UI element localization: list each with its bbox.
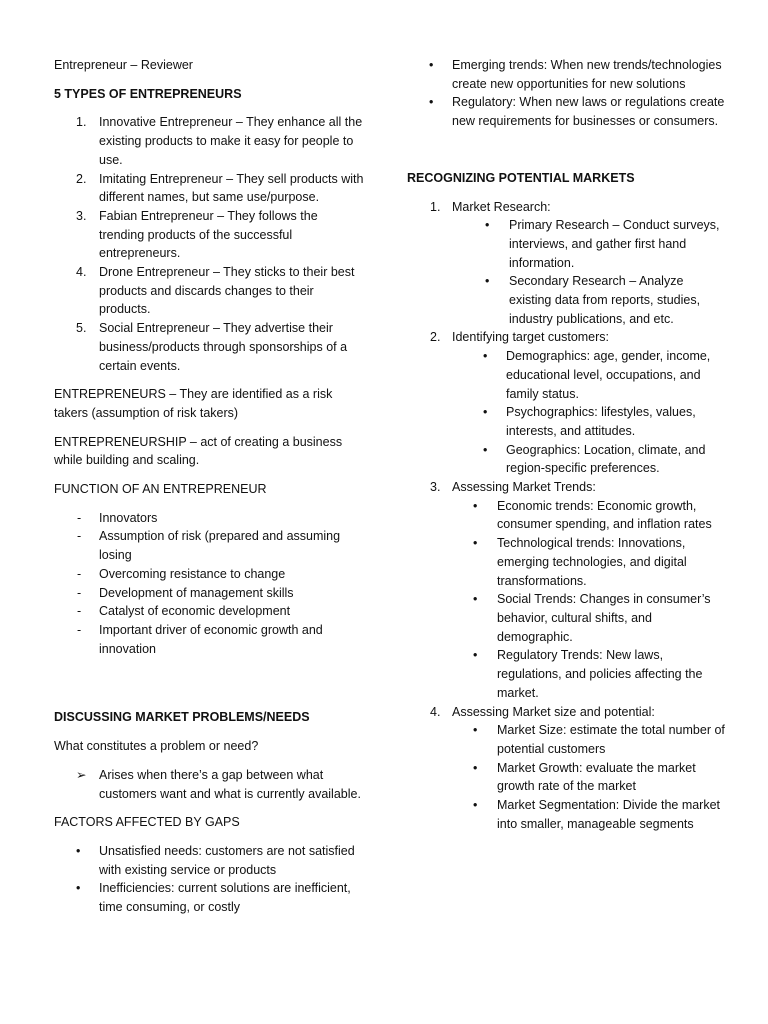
bullet-marker: • [473, 592, 478, 607]
list-item [54, 584, 366, 603]
sub-list-item [407, 590, 727, 646]
bullet-marker: • [473, 798, 478, 813]
factors-heading: FACTORS AFFECTED BY GAPS [54, 815, 240, 830]
arrow-bullet-icon: ➢ [76, 767, 87, 782]
list-item-text: Secondary Research – Analyze existing data from reports, studies, industry publications, and etc. [509, 274, 701, 326]
sub-list-item [407, 441, 727, 478]
list-item-text: Social Trends: Changes in consumer’s behavior, cultural shifts, and demographic. [497, 592, 711, 644]
list-number: 1. [430, 199, 441, 214]
list-item-text: Technological trends: Innovations, emerging technologies, and digital transformations. [497, 536, 687, 588]
sub-list-item [407, 759, 727, 796]
arrow-list [54, 766, 366, 803]
right-column [407, 56, 727, 833]
list-item-text: Identifying target customers: [452, 330, 610, 345]
list-item [407, 93, 727, 130]
sub-list-item [407, 216, 727, 272]
list-item-text: Emerging trends: When new trends/technologies create new opportunities for new solutions [452, 58, 722, 91]
list-item [54, 113, 366, 169]
left-column [54, 56, 366, 927]
list-item-text: Primary Research – Conduct surveys, interviews, and gather first hand information. [509, 218, 720, 270]
list-item [54, 602, 366, 621]
list-item [54, 879, 366, 916]
dash-marker: - [77, 510, 82, 525]
list-item-text: Assumption of risk (prepared and assuming losing [99, 529, 341, 563]
list-item [407, 328, 727, 347]
list-item [54, 319, 366, 375]
bullet-marker: • [483, 349, 488, 364]
types-list [54, 113, 366, 375]
list-item [54, 621, 366, 658]
sub-list-item [407, 347, 727, 403]
list-item-text: Development of management skills [99, 585, 294, 600]
bullet-marker: • [429, 95, 434, 110]
list-item [54, 842, 366, 879]
sub-list-item [407, 796, 727, 833]
bullet-marker: • [473, 536, 478, 551]
list-item-text: Assessing Market size and potential: [452, 704, 655, 719]
factors-list [54, 842, 366, 917]
list-item-text: Demographics: age, gender, income, educational level, occupations, and family status. [506, 349, 711, 401]
list-item-text: Drone Entrepreneur – They sticks to their best products and discards changes to their products. [99, 265, 355, 317]
list-number: 3. [430, 480, 441, 495]
list-item-text: Inefficiencies: current solutions are inefficient, time consuming, or costly [99, 881, 351, 915]
list-number: 4. [76, 265, 87, 280]
list-item-text: Regulatory: When new laws or regulations create new requirements for businesses or consumers. [452, 95, 725, 129]
sub-list-item [407, 497, 727, 534]
list-number: 5. [76, 321, 87, 336]
entrepreneurship-definition: ENTREPRENEURSHIP – act of creating a business while building and scaling. [54, 434, 343, 468]
bullet-marker: • [473, 648, 478, 663]
list-item-text: Important driver of economic growth and innovation [99, 622, 323, 656]
list-item [54, 527, 366, 564]
dash-marker: - [77, 604, 82, 619]
sub-list-item [407, 272, 727, 328]
sub-list-item [407, 403, 727, 440]
bullet-marker: • [483, 442, 488, 457]
function-heading: FUNCTION OF AN ENTREPRENEUR [54, 482, 267, 497]
list-number: 3. [76, 208, 87, 223]
bullet-marker: • [76, 843, 81, 858]
factors-list-continued [407, 56, 727, 131]
bullet-marker: • [473, 723, 478, 738]
markets-list [407, 198, 727, 834]
list-item [54, 263, 366, 319]
list-number: 2. [76, 171, 87, 186]
list-number: 4. [430, 704, 441, 719]
list-item-text: Arises when there’s a gap between what customers want and what is currently available. [99, 767, 361, 801]
list-number: 2. [430, 330, 441, 345]
list-number: 1. [76, 115, 87, 130]
list-item-text: Economic trends: Economic growth, consumer spending, and inflation rates [497, 498, 712, 532]
list-item [54, 565, 366, 584]
list-item-text: Overcoming resistance to change [99, 566, 286, 581]
dash-marker: - [77, 622, 82, 637]
list-item-text: Innovative Entrepreneur – They enhance all the existing products to make it easy for people to use. [99, 115, 363, 167]
document-title: Entrepreneur – Reviewer [54, 58, 193, 72]
list-item-text: Social Entrepreneur – They advertise their business/products through sponsorships of a certain events. [99, 321, 348, 373]
bullet-marker: • [429, 58, 434, 72]
list-item [54, 170, 366, 207]
question-text: What constitutes a problem or need? [54, 739, 259, 754]
bullet-marker: • [483, 405, 488, 420]
sub-list-item [407, 534, 727, 590]
list-item-text: Unsatisfied needs: customers are not satisfied with existing service or products [99, 843, 355, 877]
list-item-text: Catalyst of economic development [99, 604, 291, 619]
recognizing-markets-heading: RECOGNIZING POTENTIAL MARKETS [407, 170, 635, 185]
list-item-text: Market Research: [452, 199, 551, 214]
list-item-text: Market Segmentation: Divide the market into smaller, manageable segments [497, 798, 721, 831]
list-item [407, 478, 727, 497]
bullet-marker: • [473, 498, 478, 513]
dash-marker: - [77, 585, 82, 600]
list-item-text: Psychographics: lifestyles, values, interests, and attitudes. [506, 405, 696, 438]
list-item [407, 198, 727, 217]
list-item [54, 207, 366, 263]
list-item-text: Market Growth: evaluate the market growth rate of the market [497, 760, 696, 794]
list-item-text: Assessing Market Trends: [452, 480, 596, 495]
list-item-text: Regulatory Trends: New laws, regulations, and policies affecting the market. [497, 648, 703, 700]
list-item [54, 509, 366, 528]
market-problems-heading: DISCUSSING MARKET PROBLEMS/NEEDS [54, 710, 310, 725]
list-item-text: Market Size: estimate the total number of potential customers [497, 723, 725, 756]
list-item-text: Imitating Entrepreneur – They sell products with different names, but same use/purpose. [99, 171, 364, 205]
sub-list-item [407, 721, 727, 758]
bullet-marker: • [485, 274, 490, 289]
list-item-text: Fabian Entrepreneur – They follows the trending products of the successful entrepreneurs. [99, 208, 318, 261]
bullet-marker: • [473, 760, 478, 775]
entrepreneurs-definition: ENTREPRENEURS – They are identified as a risk takers (assumption of risk takers) [54, 387, 333, 420]
list-item [407, 56, 727, 93]
bullet-marker: • [485, 218, 490, 233]
sub-list-item [407, 646, 727, 702]
dash-marker: - [77, 529, 82, 544]
types-heading: 5 TYPES OF ENTREPRENEURS [54, 86, 242, 101]
list-item-text: Geographics: Location, climate, and region-specific preferences. [506, 442, 706, 476]
bullet-marker: • [76, 881, 81, 896]
list-item-text: Innovators [99, 510, 158, 525]
dash-marker: - [77, 566, 82, 581]
functions-list [54, 509, 366, 659]
list-item [407, 703, 727, 722]
list-item [54, 766, 366, 803]
